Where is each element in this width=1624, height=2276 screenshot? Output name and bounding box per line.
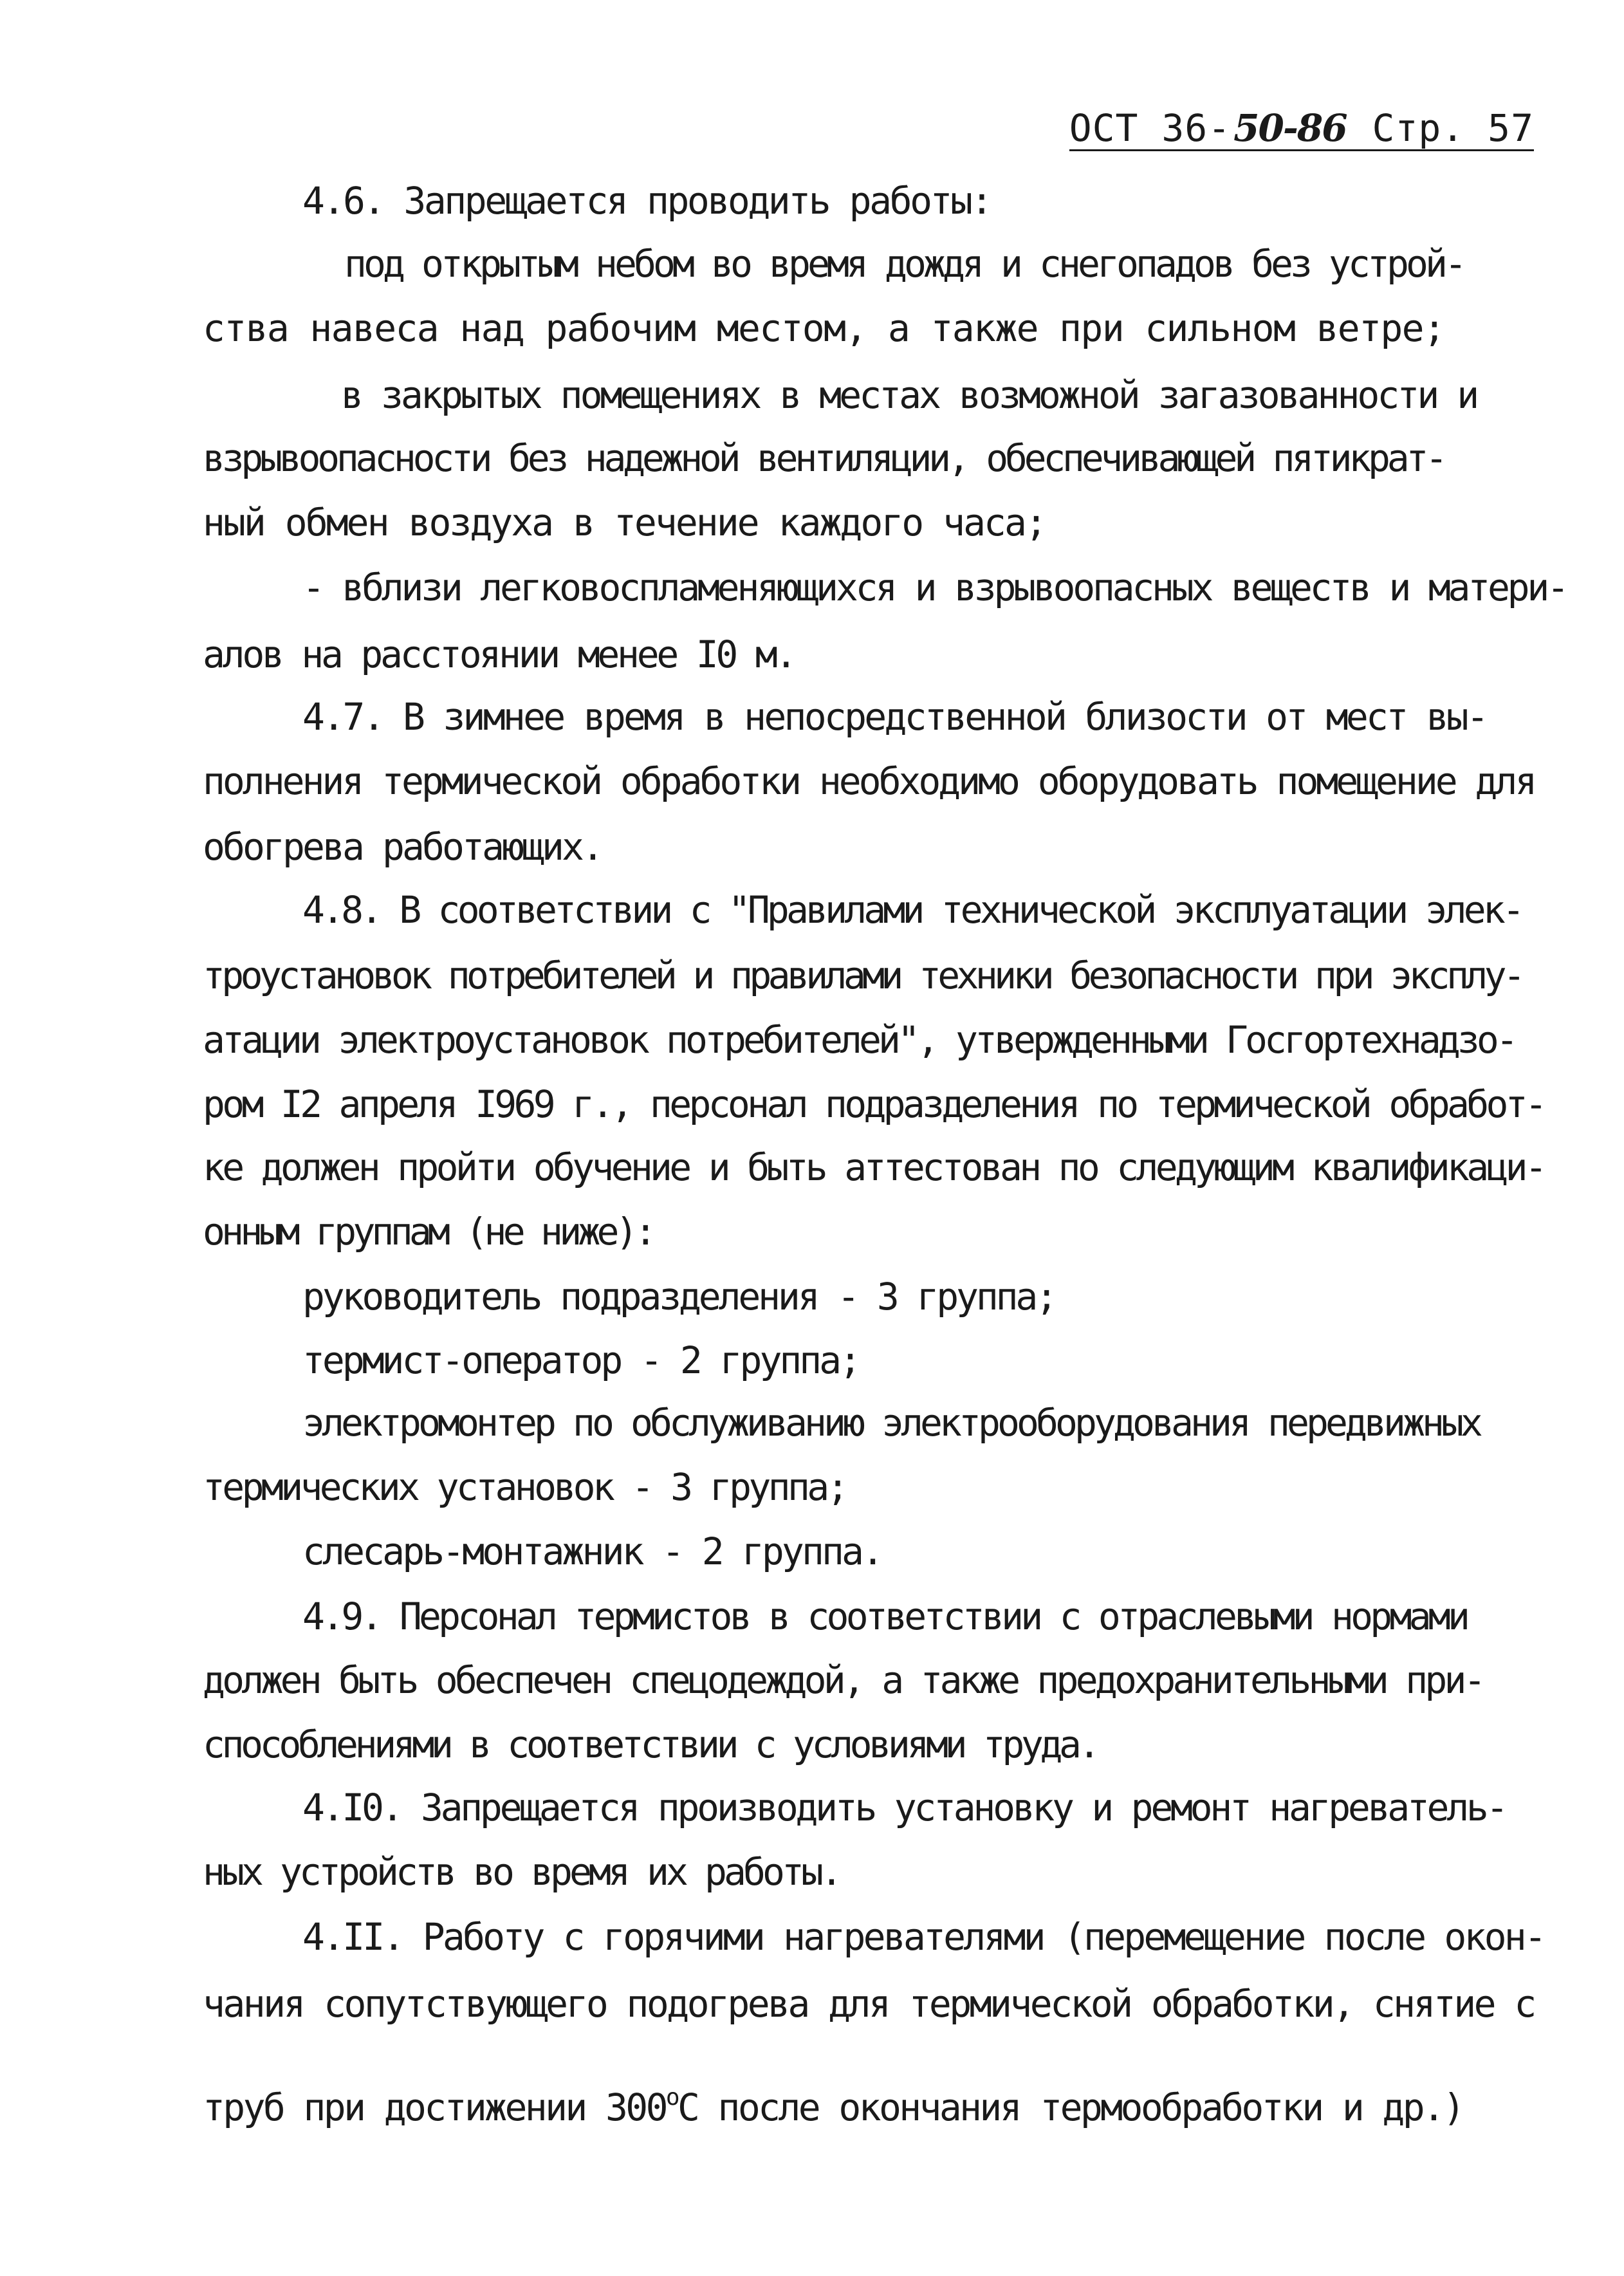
- text-line: - вблизи легковоспламеняющихся и взрывоопасных веществ и матери-: [302, 566, 1567, 609]
- text-line: термических установок - 3 группа;: [203, 1465, 846, 1509]
- text-line: ства навеса над рабочим местом, а также при сильном ветре;: [203, 306, 1445, 350]
- text-line: ром I2 апреля I969 г., персонал подразделения по термической обработ-: [203, 1082, 1545, 1126]
- text-line: под открытым небом во время дождя и снегопадов без устрой-: [344, 242, 1464, 286]
- page-header: [1069, 108, 1534, 151]
- text-line: термист-оператор - 2 группа;: [302, 1338, 859, 1382]
- text-line: взрывоопасности без надежной вентиляции, обеспечивающей пятикрат-: [203, 436, 1444, 480]
- text-line: чания сопутствующего подогрева для термической обработки, снятие с: [203, 1982, 1535, 2026]
- text-line: атации электроустановок потребителей", утвержденными Госгортехнадзо-: [203, 1018, 1515, 1062]
- text-line: 4.8. В соответствии с "Правилами технической эксплуатации элек-: [302, 888, 1522, 932]
- text-line: в закрытых помещениях в местах возможной загазованности и: [341, 373, 1477, 417]
- text-line: троустановок потребителей и правилами техники безопасности при эксплу-: [203, 954, 1522, 997]
- text-line-last: труб при достижении $300^оС$ после окончания термообработки и др.): [203, 2084, 1463, 2129]
- text-line: электромонтер по обслуживанию электрооборудования передвижных: [302, 1401, 1480, 1445]
- text-line: ный обмен воздуха в течение каждого часа;: [203, 501, 1046, 544]
- text-line: полнения термической обработки необходимо оборудовать помещение для: [203, 759, 1535, 803]
- text-line: ных устройств во время их работы.: [203, 1850, 840, 1894]
- text-line: способлениями в соответствии с условиями труда.: [203, 1723, 1098, 1766]
- text-line: алов на расстоянии менее I0 м.: [203, 633, 795, 676]
- degree-superscript: о: [665, 2084, 678, 2111]
- doc-number-prefix: ОСТ 36-: [1069, 106, 1232, 150]
- text-line: 4.6. Запрещается проводить работы:: [302, 179, 991, 223]
- text-line: 4.9. Персонал термистов в соответствии с отраслевыми нормами: [302, 1595, 1468, 1638]
- page-number: Стр. 57: [1349, 106, 1534, 150]
- text-line: 4.II. Работу с горячими нагревателями (перемещение после окон-: [302, 1915, 1544, 1959]
- text-line: обогрева работающих.: [203, 825, 602, 869]
- doc-number-handwritten: 50-86: [1233, 106, 1347, 150]
- text-line: онным группам (не ниже):: [203, 1210, 654, 1254]
- text-line: руководитель подразделения - 3 группа;: [302, 1275, 1055, 1318]
- text-line: ке должен пройти обучение и быть аттестован по следующим квалификаци-: [203, 1145, 1545, 1189]
- text-line: должен быть обеспечен спецодеждой, а также предохранительными при-: [203, 1658, 1483, 1702]
- text-line: слесарь-монтажник - 2 группа.: [302, 1530, 882, 1573]
- text-line: 4.7. В зимнее время в непосредственной близости от мест вы-: [302, 695, 1487, 739]
- text-line: 4.I0. Запрещается производить установку и ремонт нагреватель-: [302, 1786, 1506, 1829]
